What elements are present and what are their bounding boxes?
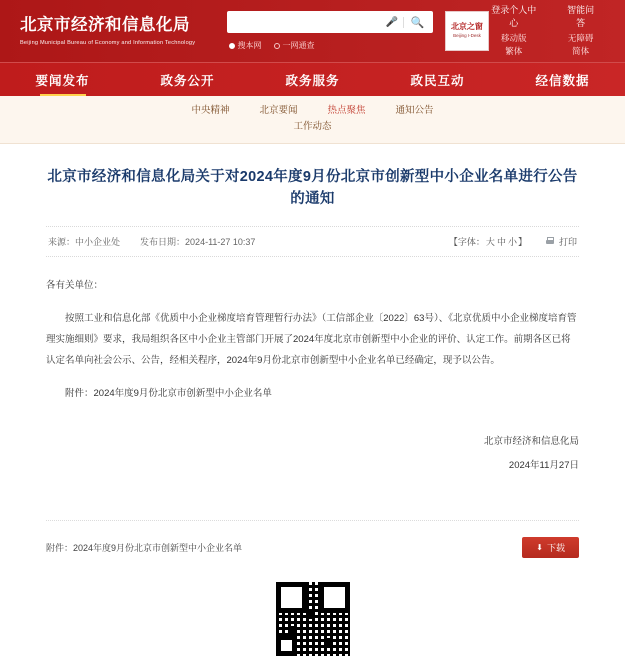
site-logo-cn: 北京市经济和信息化局 — [20, 15, 190, 34]
signature-org: 北京市经济和信息化局 — [483, 436, 579, 447]
nav-item-data[interactable] — [500, 63, 625, 96]
qr-code — [276, 582, 350, 656]
nav-item-label: 要闻发布 — [35, 73, 90, 88]
article-meta-bar — [46, 226, 579, 257]
download-label: 下载 — [546, 543, 565, 553]
radio-dot-icon — [229, 43, 235, 49]
article-source — [48, 235, 120, 248]
attachment-block — [46, 520, 579, 558]
download-icon: ⬇ — [536, 543, 543, 552]
subnav-item-announcements[interactable]: 通知公告 — [395, 105, 434, 116]
nav-item-public-interaction[interactable] — [375, 63, 500, 96]
font-size-large[interactable]: 大 — [485, 237, 495, 247]
search-scope-options — [227, 40, 433, 51]
font-size-control — [449, 235, 527, 248]
font-size-small[interactable]: 小 — [507, 237, 517, 247]
article-signature — [46, 430, 579, 478]
sub-nav-row-1 — [0, 103, 625, 119]
header-link-group-assist[interactable] — [564, 4, 597, 58]
search-icon[interactable]: 🔍 — [410, 16, 425, 29]
search-scope-all[interactable] — [274, 40, 315, 51]
article-date-label: 发布日期： — [140, 237, 186, 247]
site-logo-en: Beijing Municipal Bureau of Economy and Information Technology — [20, 39, 196, 46]
article — [0, 166, 625, 656]
badge-sub: Beijing I-Desk — [453, 32, 481, 38]
search-area — [227, 11, 433, 51]
sub-nav — [0, 96, 625, 144]
badge-title: 北京之窗 — [450, 22, 483, 32]
accessibility-link[interactable]: 无障碍 — [567, 33, 594, 43]
login-link[interactable]: 登录个人中心 — [491, 5, 537, 28]
attachment-label[interactable]: 附件：2024年度9月份北京市创新型中小企业名单 — [46, 543, 243, 553]
search-divider — [403, 17, 404, 28]
subnav-item-hot-focus[interactable]: 热点聚焦 — [327, 105, 366, 116]
search-scope-site-label: 搜本网 — [237, 41, 262, 50]
mobile-version-link[interactable]: 移动版 — [501, 33, 527, 43]
article-date — [140, 235, 255, 248]
search-scope-site[interactable] — [229, 40, 262, 51]
header-link-group-login[interactable] — [489, 4, 538, 58]
microphone-icon[interactable]: 🎤 — [385, 16, 399, 28]
nav-item-label: 政务公开 — [160, 73, 215, 88]
site-logo[interactable] — [14, 15, 221, 48]
subnav-item-central-spirit[interactable]: 中央精神 — [191, 105, 230, 116]
nav-item-news[interactable] — [0, 63, 125, 96]
nav-item-government-services[interactable] — [250, 63, 375, 96]
font-size-label: 【字体： — [448, 237, 485, 247]
print-label: 打印 — [558, 237, 577, 247]
article-body — [46, 275, 579, 404]
nav-item-label: 经信数据 — [535, 73, 590, 88]
article-attachment-inline[interactable]: 附件：2024年度9月份北京市创新型中小企业名单 — [65, 388, 272, 399]
search-input[interactable] — [233, 16, 386, 28]
font-size-medium[interactable]: 中 — [496, 237, 506, 247]
article-source-value: 中小企业处 — [75, 237, 121, 247]
qr-finder-icon — [276, 635, 297, 656]
simplified-chinese-link[interactable]: 简体 — [572, 46, 590, 56]
search-scope-all-label: 一网通查 — [282, 41, 315, 50]
printer-icon — [545, 237, 555, 246]
sub-nav-row-2 — [0, 119, 625, 135]
nav-item-government-disclosure[interactable] — [125, 63, 250, 96]
article-meta-right — [449, 235, 577, 248]
subnav-item-beijing-news[interactable]: 北京要闻 — [259, 105, 298, 116]
signature-date: 2024年11月27日 — [508, 460, 579, 471]
article-paragraph: 按照工业和信息化部《优质中小企业梯度培育管理暂行办法》（工信部企业〔2022〕63号）、《北京优质中小企业梯度培育管理实施细则》要求，我局组织各区中小企业主管部门开展了2024年度北京市创新型中小企业的评价、认定工作。前期各区已将认定名单向社会公示、公告，经相关程序，2024年9月份北京市创新型中小企业名单已经确定，现予以公告。 — [46, 313, 577, 366]
article-date-value: 2024-11-27 10:37 — [185, 237, 256, 247]
article-meta-left — [48, 235, 255, 248]
nav-item-label: 政民互动 — [410, 73, 465, 88]
radio-dot-icon — [274, 43, 280, 49]
article-source-label: 来源： — [48, 237, 76, 247]
qr-dot — [324, 638, 331, 645]
beijing-window-badge[interactable] — [445, 11, 490, 51]
article-paragraph: 各有关单位： — [46, 280, 104, 291]
main-nav — [0, 62, 625, 96]
print-button[interactable] — [545, 235, 577, 248]
qr-dot — [306, 612, 313, 619]
subnav-item-work-updates[interactable]: 工作动态 — [293, 121, 332, 132]
smart-qa-link[interactable]: 智能问答 — [567, 5, 595, 28]
header-links — [489, 4, 611, 58]
font-size-label-end: 】 — [517, 237, 527, 247]
page-title: 北京市经济和信息化局关于对2024年度9月份北京市创新型中小企业名单进行公告的通知 — [47, 169, 578, 207]
download-button[interactable] — [522, 537, 579, 558]
qr-code-wrap — [46, 582, 579, 656]
qr-dot — [290, 626, 297, 633]
traditional-chinese-link[interactable]: 繁体 — [505, 46, 523, 56]
nav-item-label: 政务服务 — [285, 73, 340, 88]
search-box[interactable] — [227, 11, 433, 33]
site-header — [0, 0, 625, 62]
